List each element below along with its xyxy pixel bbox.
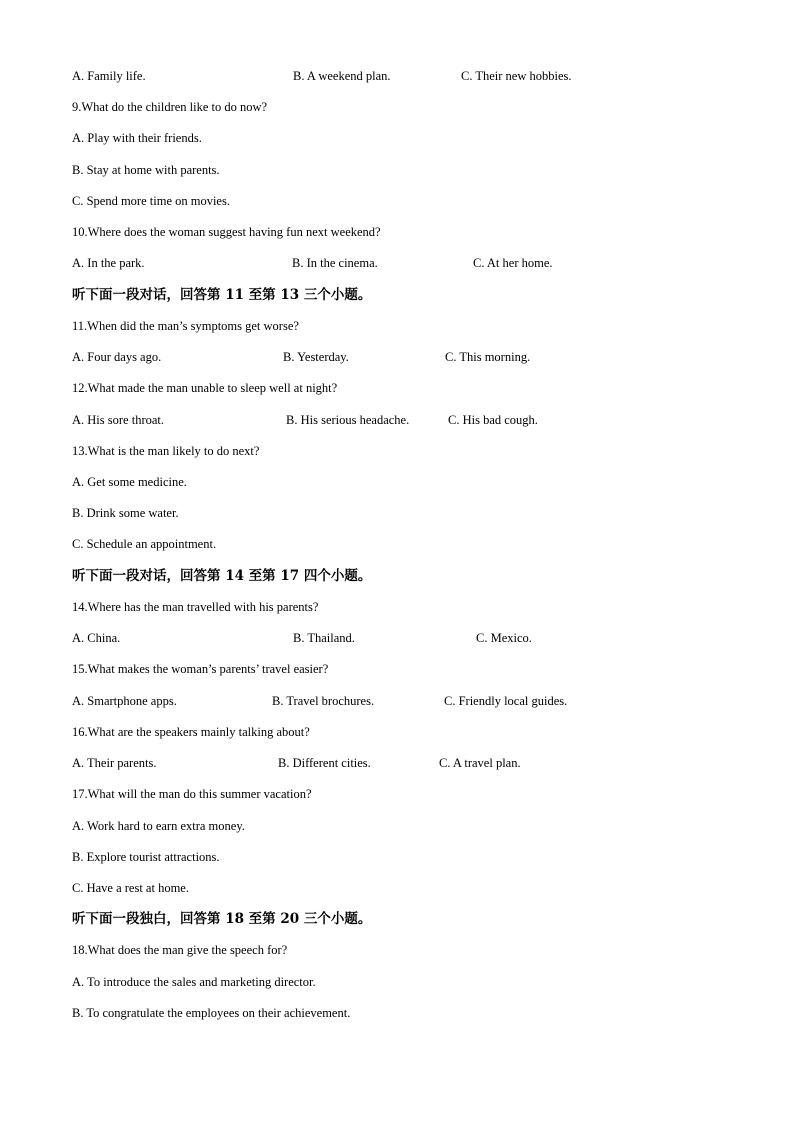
- question: 11.When did the man’s symptoms get worse?: [72, 318, 299, 333]
- option-a: A. Their parents.: [72, 756, 157, 771]
- option-a: A. His sore throat.: [72, 412, 164, 427]
- option-a: A. Four days ago.: [72, 350, 162, 365]
- option: B. Explore tourist attractions.: [72, 849, 220, 864]
- question: 16.What are the speakers mainly talking about?: [72, 724, 310, 739]
- section-heading: 听下面一段独白，回答第 18 至第 20 三个小题。: [72, 911, 372, 928]
- option: B. Stay at home with parents.: [72, 162, 220, 177]
- option: A. Get some medicine.: [72, 474, 187, 489]
- question: 14.Where has the man travelled with his parents?: [72, 599, 319, 614]
- option-a: A. China.: [72, 631, 121, 646]
- option: A. Play with their friends.: [72, 131, 202, 146]
- option-c: C. Mexico.: [476, 631, 532, 646]
- section-heading: 听下面一段对话，回答第 14 至第 17 四个小题。: [72, 567, 372, 584]
- option: C. Spend more time on movies.: [72, 193, 230, 208]
- option-c: C. At her home.: [473, 256, 553, 271]
- option-b: B. His serious headache.: [286, 412, 410, 427]
- option-b: B. In the cinema.: [292, 256, 378, 271]
- question: 12.What made the man unable to sleep well at night?: [72, 381, 338, 396]
- question: 13.What is the man likely to do next?: [72, 443, 260, 458]
- question: 10.Where does the woman suggest having fun next weekend?: [72, 225, 381, 240]
- option: B. Drink some water.: [72, 506, 179, 521]
- option-b: B. Different cities.: [278, 756, 371, 771]
- option-c: C. Their new hobbies.: [461, 69, 572, 83]
- question: 18.What does the man give the speech for?: [72, 943, 288, 958]
- question: 9.What do the children like to do now?: [72, 100, 268, 115]
- question: 15.What makes the woman’s parents’ travel easier?: [72, 662, 329, 677]
- option-c: C. A travel plan.: [439, 756, 521, 771]
- option: B. To congratulate the employees on their achievement.: [72, 1005, 351, 1020]
- section-heading: 听下面一段对话，回答第 11 至第 13 三个小题。: [72, 286, 372, 303]
- option: A. To introduce the sales and marketing director.: [72, 974, 316, 989]
- option: A. Work hard to earn extra money.: [72, 818, 245, 833]
- option-a: A. Family life.: [72, 69, 146, 83]
- option-b: B. Travel brochures.: [272, 693, 375, 708]
- option-c: C. Friendly local guides.: [444, 693, 568, 708]
- option-b: B. Yesterday.: [283, 350, 349, 365]
- option-c: C. This morning.: [445, 350, 531, 365]
- option-b: B. Thailand.: [293, 631, 355, 646]
- option-a: A. In the park.: [72, 256, 145, 271]
- option-c: C. His bad cough.: [448, 412, 538, 427]
- option: C. Have a rest at home.: [72, 880, 189, 895]
- option: C. Schedule an appointment.: [72, 537, 217, 552]
- option-b: B. A weekend plan.: [293, 69, 391, 83]
- question: 17.What will the man do this summer vacation?: [72, 787, 312, 802]
- option-a: A. Smartphone apps.: [72, 693, 177, 708]
